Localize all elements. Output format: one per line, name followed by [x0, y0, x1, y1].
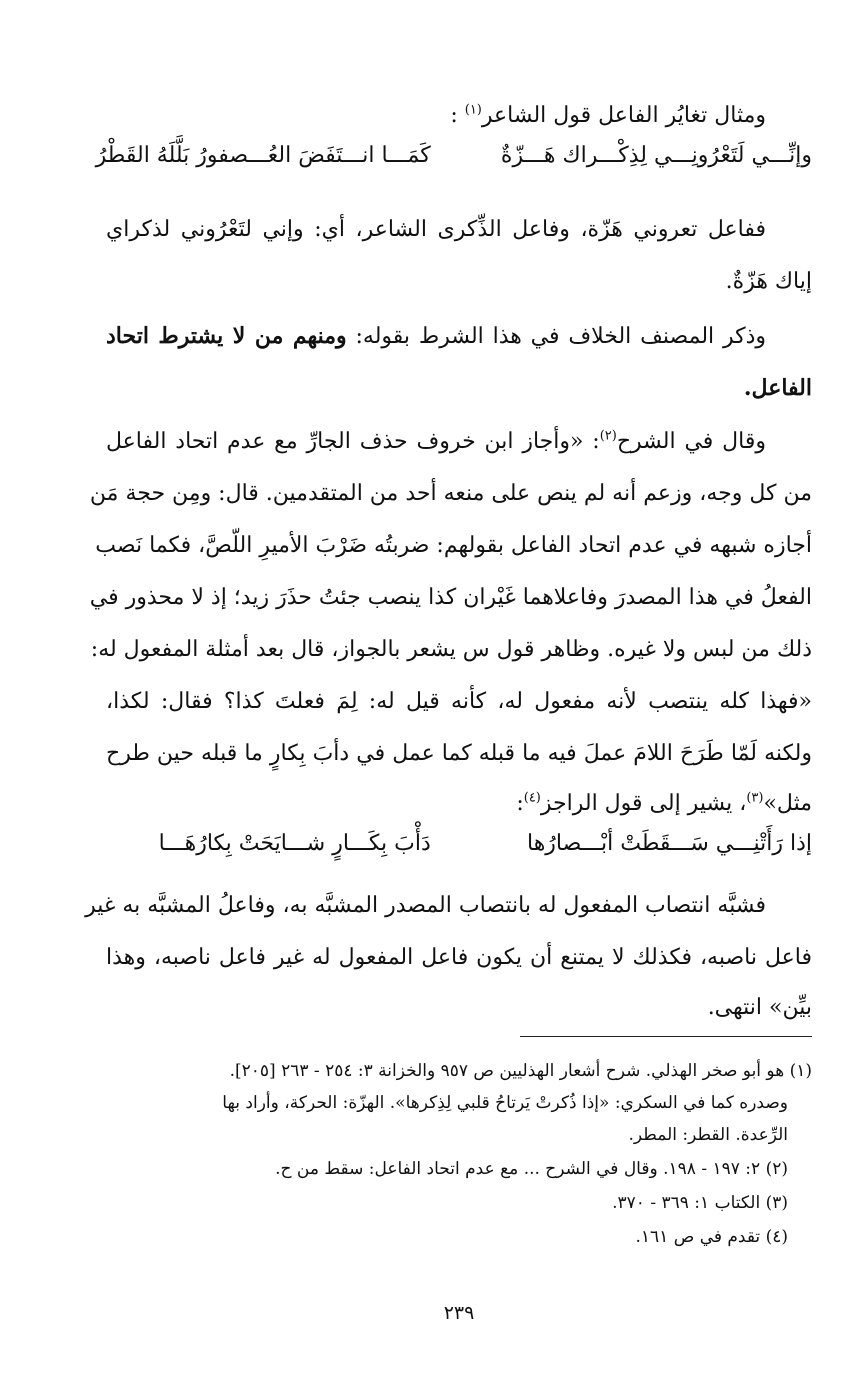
footnote-text: (١) هو أبو صخر الهذلي. شرح أشعار الهذليين ص ٩٥٧ والخزانة ٣: ٢٥٤ - ٢٦٣ [٢٠٥]. — [229, 1061, 812, 1081]
text-line — [106, 312, 766, 360]
footnote-ref[interactable]: (٣) — [746, 790, 764, 806]
footnote — [106, 1152, 788, 1186]
text: فاعل ناصبه، فكذلك لا يمتنع أن يكون فاعل المفعول له غير فاعل ناصبه، وهذا — [106, 945, 812, 970]
text: ومثال تغايُر الفاعل قول الشاعر — [481, 103, 766, 128]
footnote-text: (٣) الكتاب ١: ٣٦٩ - ٣٧٠. — [612, 1193, 788, 1213]
footnote-text: (٢) ٢: ١٩٧ - ١٩٨. وقال في الشرح ... مع عدم اتحاد الفاعل: سقط من ح. — [275, 1159, 788, 1179]
text-line — [106, 364, 812, 412]
page-content — [85, 92, 812, 1382]
footnote-text: وصدره كما في السكري: «إذا ذُكرتْ يَرتاحُ قلبي لِذِكرها». الهزّة: الحركة، وأراد بها — [222, 1093, 788, 1113]
text: بيِّن» انتهى. — [707, 995, 812, 1020]
footnote-divider — [520, 1036, 812, 1037]
text: وذكر المصنف الخلاف في هذا الشرط بقوله: — [346, 324, 766, 349]
text: إياك هَزّةٌ. — [725, 269, 812, 294]
text: ، يشير إلى قول الراجز — [540, 791, 747, 816]
footnote — [106, 1054, 812, 1088]
text: : — [516, 791, 524, 816]
footnote — [106, 1118, 788, 1152]
text-line — [106, 206, 766, 254]
text: ولكنه لَمّا طَرَحَ اللامَ عملَ فيه ما قبله كما عمل في دأبَ بِكارٍ ما قبله حين طرح — [106, 741, 812, 766]
verse-hemistich-first: إذا رَأَتْنِـــي سَـــقَطَتْ أبْـــصارُها — [526, 831, 812, 856]
verse-line — [95, 132, 812, 180]
page-number: ٢٣٩ — [443, 1302, 475, 1324]
footnote — [106, 1086, 788, 1120]
footnote — [106, 1186, 788, 1220]
verse-hemistich-second: كَمَـــا انـــتَفَضَ العُـــصفورُ بَلَّلَهُ القَطْرُ — [95, 143, 431, 168]
text-line — [106, 258, 812, 306]
text-line — [90, 626, 812, 674]
text: : «وأجاز ابن خروف حذف الجارِّ مع عدم اتحاد الفاعل — [106, 429, 600, 454]
footnote — [106, 1220, 788, 1254]
footnote-text: الرِّعدة. القطر: المطر. — [628, 1125, 788, 1145]
text-line — [85, 882, 766, 930]
text-line — [106, 730, 812, 778]
verse-line — [106, 820, 812, 868]
text: : — [450, 103, 458, 128]
text-line — [106, 984, 812, 1032]
text: «فهذا كله ينتصب لأنه مفعول له، كأنه قيل له: لِمَ فعلتَ كذا؟ فقال: لكذا، — [106, 689, 812, 714]
text-line — [89, 574, 812, 622]
text: ذلك من لبس ولا غيره. وظاهر قول س يشعر بالجواز، قال بعد أمثلة المفعول له: — [90, 637, 812, 662]
text-line — [106, 678, 812, 726]
bold-text: الفاعل. — [743, 375, 812, 401]
text: ففاعل تعروني هَزّة، وفاعل الذِّكرى الشاعر، أي: وإني لتَعْرُوني لذكراي — [106, 217, 766, 242]
text: فشبَّه انتصاب المفعول له بانتصاب المصدر المشبَّه به، وفاعلُ المشبَّه به غير — [85, 893, 766, 918]
text: أجازه شبهه في عدم اتحاد الفاعل بقولهم: ضربتُه ضَرْبَ الأميرِ اللّصَّ، فكما نَصب — [95, 533, 812, 558]
text: الفعلُ في هذا المصدرَ وفاعلاهما غَيْران كذا ينصب جئتُ حذَرَ زيد؛ إذ لا محذور في — [89, 585, 812, 610]
text-line — [89, 470, 812, 518]
text: مثل» — [763, 791, 812, 816]
footnote-ref[interactable]: (٢) — [599, 428, 617, 444]
footnote-ref[interactable]: (٤) — [523, 790, 541, 806]
verse-hemistich-second: دَأْبَ بِكَـــارٍ شـــايَحَتْ بِكارُهَـــا — [158, 831, 431, 856]
footnote-text: (٤) تقدم في ص ١٦١. — [635, 1227, 788, 1247]
text-line — [95, 522, 812, 570]
verse-hemistich-first: وإنِّـــي لَتَعْرُونِـــي لِذِكْـــراك هَـــزّةٌ — [500, 143, 812, 168]
text: وقال في الشرح — [616, 429, 766, 454]
text-line — [106, 934, 812, 982]
text: من كل وجه، وزعم أنه لم ينص على منعه أحد من المتقدمين. قال: ومِن حجة مَن — [89, 481, 812, 506]
text-line — [106, 418, 766, 466]
bold-text: ومنهم من لا يشترط اتحاد — [106, 323, 347, 349]
footnote-ref[interactable]: (١) — [464, 102, 482, 118]
